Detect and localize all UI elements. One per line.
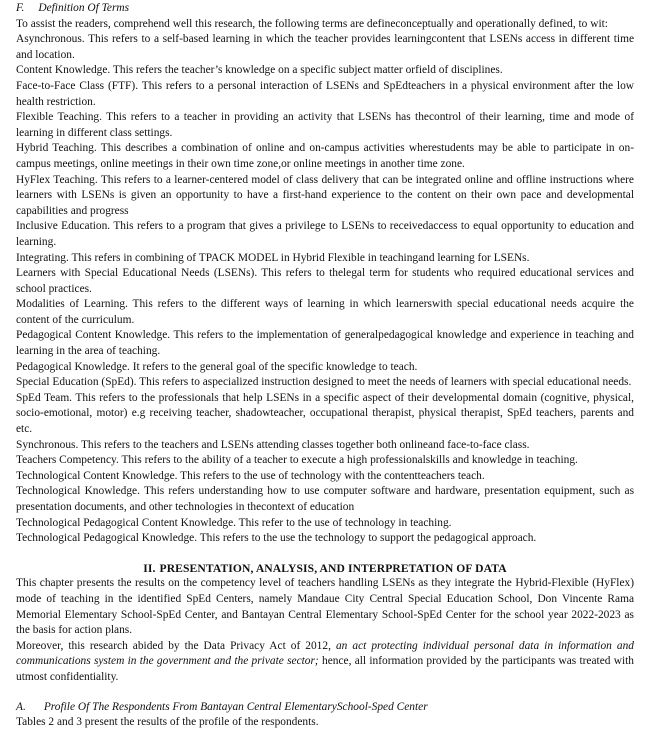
term-integrating: Integrating. This refers in combining of TPACK MODEL in Hybrid Flexible in teachingand learning for LSENs. <box>16 251 530 264</box>
definitions-heading <box>16 1 634 17</box>
paragraph-2-end: hence, all information provided by the participants was treated with utmost confidentiality. <box>16 655 634 683</box>
chapter-paragraph-2 <box>16 639 634 686</box>
paragraph-2-start: Moreover, this research abided by the Data Privacy Act of 2012, <box>16 639 336 652</box>
term-tpack: Technological Pedagogical Content Knowledge. This refer to the use of technology in teaching. <box>16 516 452 529</box>
term-sped-team: SpEd Team. This refers to the professionals that help LSENs in a specific aspect of their developmental domain (cognitive, physical, socio-emotional, motor) e.g receiving teacher, shadowteacher, occupational therapist, physical therapist, SpEd teachers, parents and etc. <box>16 391 634 436</box>
term-flexible-teaching: Flexible Teaching. This refers to a teacher in providing an activity that LSENs has thecontrol of their learning, time and mode of learning in different class settings. <box>16 111 634 139</box>
term-asynchronous: Asynchronous. This refers to a self-based learning in which the teacher provides learningcontent that LSENs access in different time and location. <box>16 33 634 61</box>
profile-text: Tables 2 and 3 present the results of the profile of the respondents. <box>16 716 319 729</box>
term-hybrid-teaching: Hybrid Teaching. This describes a combination of online and on-campus activities wherestudents may be able to participate in on-campus meetings, online meetings in their own time zone,or online meetings in another time zone. <box>16 142 634 170</box>
chapter-number: II. <box>143 561 156 575</box>
term-hyflex-teaching: HyFlex Teaching. This refers to a learner-centered model of class delivery that can be integrated online and offline instructions where learners with LSENs is given an opportunity to have a first-hand experience to the content on their own pace and developmental capabilities and progress <box>16 173 634 217</box>
term-special-education: Special Education (SpEd). This refers to aspecialized instruction designed to meet the needs of learners with special educational needs. <box>16 376 632 389</box>
term-pedagogical-content-knowledge: Pedagogical Content Knowledge. This refers to the implementation of generalpedagogical knowledge and experience in teaching and learning in the area of teaching. <box>16 329 634 358</box>
term-inclusive-education: Inclusive Education. This refers to a program that gives a privilege to LSENs to receivedaccess to equal opportunity to education and learning. <box>16 220 634 248</box>
document-page <box>16 0 634 731</box>
chapter-paragraph-1: This chapter presents the results on the competency level of teachers handling LSENs as they integrate the Hybrid-Flexible (HyFlex) mode of teaching in the identified SpEd Centers, namely Mandaue City Central Special Education School, Don Vincente Rama Memorial Elementary School-SpEd Center, and Bantayan Central Elementary School-SpEd Center for the school year 2022-2023 as the basis for action plans. <box>16 577 634 637</box>
term-content-knowledge: Content Knowledge. This refers the teacher’s knowledge on a specific subject matter orfield of disciplines. <box>16 64 503 77</box>
profile-heading-label: A. <box>16 700 26 713</box>
term-teachers-competency: Teachers Competency. This refers to the ability of a teacher to execute a high professionalskills and knowledge in teaching. <box>16 454 578 467</box>
chapter-title: PRESENTATION, ANALYSIS, AND INTERPRETATION OF DATA <box>159 561 507 575</box>
term-face-to-face-class: Face-to-Face Class (FTF). This refers to a personal interaction of LSENs and SpEdteachers in a physical environment after the low health restriction. <box>16 79 634 108</box>
paragraph-2-italic: an act protecting individual personal data in information and communications system in the government and the private sector; <box>16 639 634 668</box>
term-technological-knowledge: Technological Knowledge. This refers understanding how to use computer software and hardware, presentation equipment, such as presentation documents, and other technologies in thecontext of education <box>16 485 634 513</box>
definitions-heading-title: Definition Of Terms <box>38 2 130 14</box>
term-modalities-of-learning: Modalities of Learning. This refers to the different ways of learning in which learnerswith special educational needs acquire the content of the curriculum. <box>16 298 634 326</box>
profile-heading-title: Profile Of The Respondents From Bantayan Central ElementarySchool-Sped Center <box>43 700 428 713</box>
term-pedagogical-knowledge: Pedagogical Knowledge. It refers to the general goal of the specific knowledge to teach. <box>16 360 418 373</box>
term-technological-pedagogical-knowledge: Technological Pedagogical Knowledge. This refers to the use the technology to support the pedagogical approach. <box>16 532 537 545</box>
chapter-heading <box>16 561 634 577</box>
term-technological-content-knowledge: Technological Content Knowledge. This refers to the use of technology with the contentteachers teach. <box>16 469 485 482</box>
profile-heading <box>16 700 634 716</box>
term-synchronous: Synchronous. This refers to the teachers and LSENs attending classes together both onlineand face-to-face class. <box>16 438 530 451</box>
definitions-intro: To assist the readers, comprehend well this research, the following terms are defineconceptually and operationally defined, to wit: <box>16 17 608 30</box>
definitions-list <box>16 32 634 547</box>
definitions-heading-label: F. <box>16 2 25 14</box>
term-lsens: Learners with Special Educational Needs (LSENs). This refers to thelegal term for students who required educational services and school practices. <box>16 267 634 295</box>
